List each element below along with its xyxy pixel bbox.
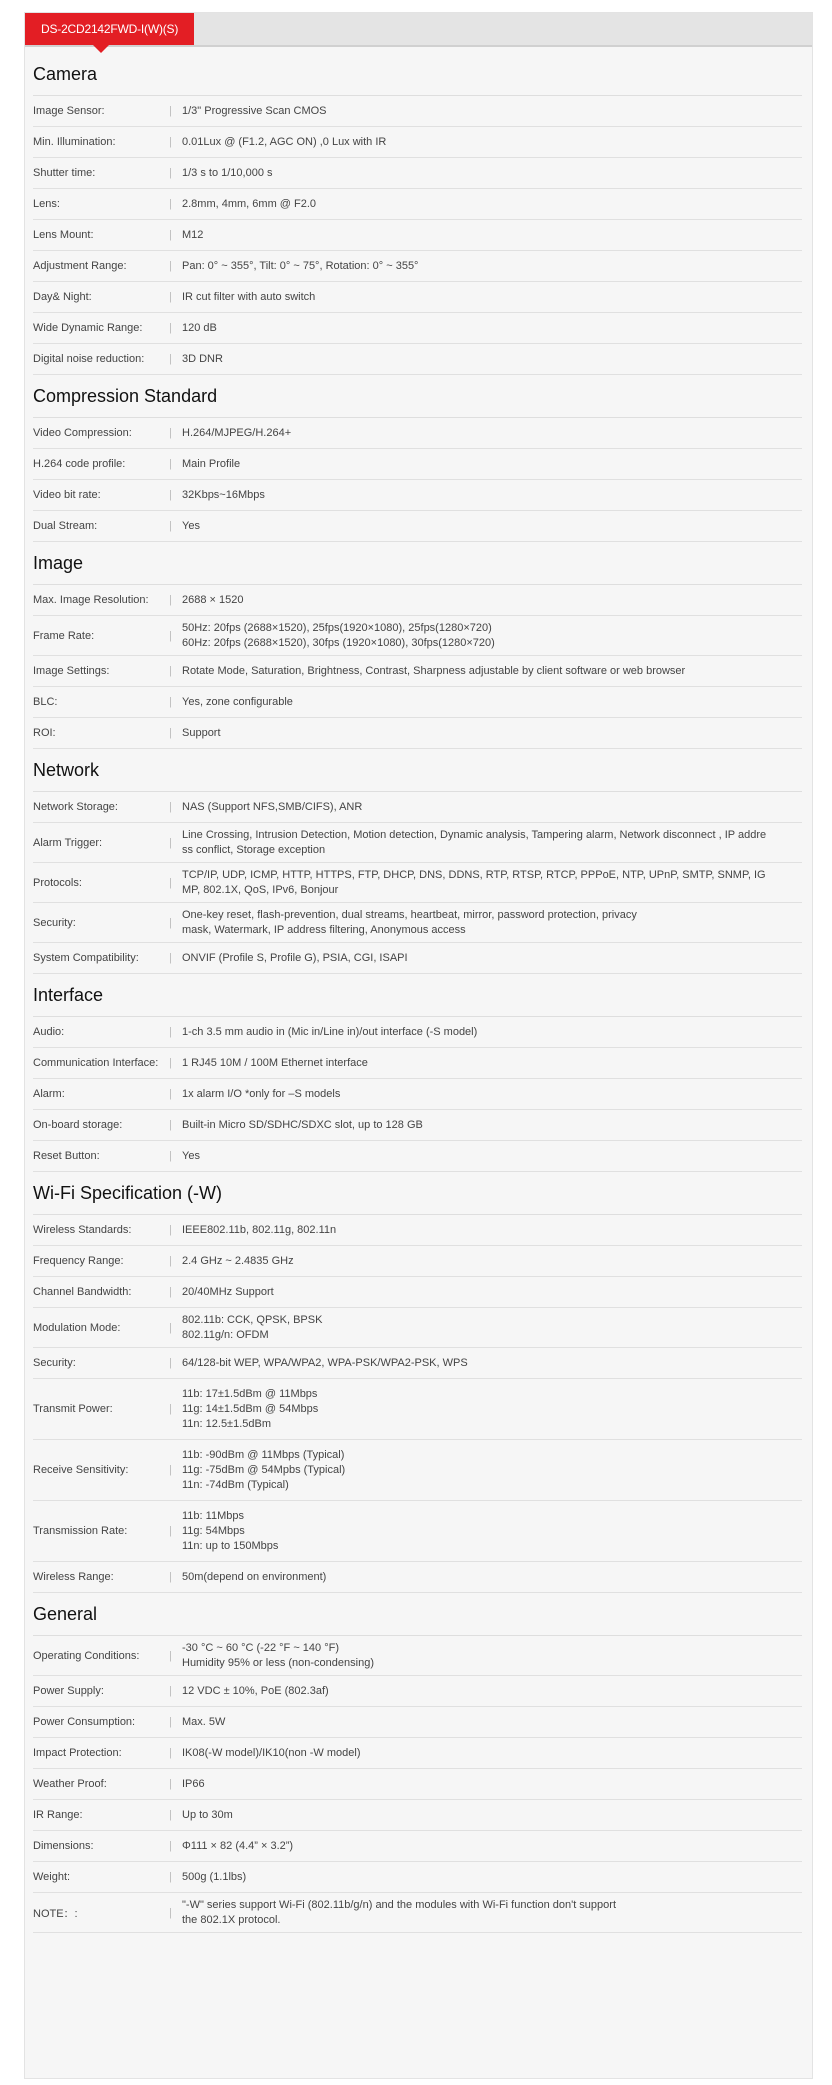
spec-value: Support [182, 726, 221, 739]
spec-separator: | [169, 1088, 172, 1100]
spec-value: One-key reset, flash-prevention, dual streams, heartbeat, mirror, password protection, privacy mask, Watermark, IP address filtering, Anonymous access [182, 908, 637, 936]
spec-separator: | [169, 489, 172, 501]
spec-row [33, 1893, 802, 1933]
spec-separator: | [169, 696, 172, 708]
spec-separator: | [169, 136, 172, 148]
spec-separator: | [169, 1778, 172, 1790]
spec-separator: | [169, 520, 172, 532]
spec-row [33, 616, 802, 656]
spec-label: Wireless Standards: [33, 1224, 132, 1236]
spec-separator: | [169, 260, 172, 272]
spec-value: Pan: 0° ~ 355°, Tilt: 0° ~ 75°, Rotation: 0° ~ 355° [182, 259, 419, 272]
spec-label: BLC: [33, 696, 58, 708]
spec-separator: | [169, 594, 172, 606]
spec-value: H.264/MJPEG/H.264+ [182, 426, 292, 439]
spec-value: Built-in Micro SD/SDHC/SDXC slot, up to 128 GB [182, 1118, 423, 1131]
spec-separator: | [169, 1685, 172, 1697]
spec-row [33, 251, 802, 282]
spec-label: Receive Sensitivity: [33, 1464, 129, 1476]
spec-value: 11b: 17±1.5dBm @ 11Mbps 11g: 14±1.5dBm @ 54Mbps 11n: 12.5±1.5dBm [182, 1387, 319, 1430]
spec-value: 2688 × 1520 [182, 593, 244, 606]
spec-separator: | [169, 1525, 172, 1537]
spec-separator: | [169, 322, 172, 334]
spec-separator: | [169, 629, 172, 642]
tab-label: DS-2CD2142FWD-I(W)(S) [41, 22, 179, 36]
spec-value: "-W" series support Wi-Fi (802.11b/g/n) and the modules with Wi-Fi function don't support the 802.1X protocol. [182, 1898, 616, 1926]
spec-separator: | [169, 836, 172, 849]
spec-row [33, 1562, 802, 1593]
spec-label: Power Supply: [33, 1685, 104, 1697]
spec-separator: | [169, 1357, 172, 1369]
spec-value: 11b: 11Mbps 11g: 54Mbps 11n: up to 150Mbps [182, 1509, 279, 1552]
spec-value: Line Crossing, Intrusion Detection, Motion detection, Dynamic analysis, Tampering alarm, Network disconnect , IP addre ss conflict, Storage exception [182, 828, 767, 856]
spec-value: 1/3 s to 1/10,000 s [182, 166, 273, 179]
spec-label: Adjustment Range: [33, 260, 127, 272]
spec-row [33, 313, 802, 344]
spec-value: ONVIF (Profile S, Profile G), PSIA, CGI, ISAPI [182, 951, 408, 964]
spec-value: M12 [182, 228, 204, 241]
spec-row [33, 1636, 802, 1676]
spec-row [33, 1079, 802, 1110]
spec-separator: | [169, 1871, 172, 1883]
spec-value: IP66 [182, 1777, 205, 1790]
spec-separator: | [169, 801, 172, 813]
spec-row [33, 718, 802, 749]
spec-row [33, 1738, 802, 1769]
spec-row [33, 344, 802, 375]
spec-separator: | [169, 1649, 172, 1662]
spec-value: TCP/IP, UDP, ICMP, HTTP, HTTPS, FTP, DHCP, DNS, DDNS, RTP, RTSP, RTCP, PPPoE, NTP, UPnP, SMTP, SNMP, IG MP, 802.1X, QoS, IPv6, Bonjour [182, 868, 766, 896]
spec-row [33, 823, 802, 863]
tab-bar [25, 13, 812, 47]
spec-label: Shutter time: [33, 167, 96, 179]
spec-label: Security: [33, 1357, 76, 1369]
spec-row [33, 1769, 802, 1800]
spec-value: 3D DNR [182, 352, 223, 365]
spec-row [33, 656, 802, 687]
spec-value: Rotate Mode, Saturation, Brightness, Contrast, Sharpness adjustable by client software or web browser [182, 664, 686, 677]
spec-separator: | [169, 1224, 172, 1236]
spec-label: Protocols: [33, 876, 82, 889]
spec-label: Communication Interface: [33, 1057, 159, 1069]
spec-label: Digital noise reduction: [33, 353, 145, 365]
spec-row [33, 220, 802, 251]
spec-separator: | [169, 1057, 172, 1069]
spec-row [33, 585, 802, 616]
spec-label: Security: [33, 916, 76, 929]
spec-value: 500g (1.1lbs) [182, 1870, 247, 1883]
spec-label: Dimensions: [33, 1840, 94, 1852]
spec-row [33, 96, 802, 127]
spec-value: -30 °C ~ 60 °C (-22 °F ~ 140 °F) Humidity 95% or less (non-condensing) [182, 1641, 374, 1669]
spec-row [33, 1017, 802, 1048]
spec-value: Up to 30m [182, 1808, 233, 1821]
spec-label: Video Compression: [33, 427, 132, 439]
spec-row [33, 687, 802, 718]
spec-label: Channel Bandwidth: [33, 1286, 132, 1298]
spec-label: Network Storage: [33, 801, 118, 813]
section-title: Image [33, 542, 802, 585]
spec-separator: | [169, 105, 172, 117]
spec-row [33, 1141, 802, 1172]
spec-row [33, 1379, 802, 1440]
spec-row [33, 1501, 802, 1562]
spec-separator: | [169, 952, 172, 964]
spec-separator: | [169, 167, 172, 179]
spec-label: Reset Button: [33, 1150, 100, 1162]
spec-label: Lens: [33, 198, 60, 210]
spec-row [33, 1707, 802, 1738]
spec-row [33, 1048, 802, 1079]
spec-row [33, 1676, 802, 1707]
spec-label: Dual Stream: [33, 520, 98, 532]
spec-value: 120 dB [182, 321, 217, 334]
spec-row [33, 511, 802, 542]
section-title: Interface [33, 974, 802, 1017]
tab-active-indicator [93, 45, 109, 53]
spec-label: Frequency Range: [33, 1255, 124, 1267]
spec-row [33, 1800, 802, 1831]
spec-label: Video bit rate: [33, 489, 101, 501]
spec-label: Weight: [33, 1871, 71, 1883]
spec-row [33, 1277, 802, 1308]
spec-row [33, 1348, 802, 1379]
spec-separator: | [169, 1286, 172, 1298]
spec-label: Frame Rate: [33, 629, 95, 642]
spec-row [33, 1831, 802, 1862]
spec-label: System Compatibility: [33, 952, 139, 964]
spec-row [33, 127, 802, 158]
section-title: Compression Standard [33, 375, 802, 418]
spec-separator: | [169, 1747, 172, 1759]
spec-separator: | [169, 1026, 172, 1038]
spec-row [33, 189, 802, 220]
spec-separator: | [169, 291, 172, 303]
spec-content [25, 47, 812, 1933]
tab-model[interactable] [25, 13, 194, 45]
spec-label: Weather Proof: [33, 1778, 107, 1790]
spec-row [33, 1110, 802, 1141]
spec-value: 1x alarm I/O *only for –S models [182, 1087, 341, 1100]
spec-label: NOTE：: [33, 1907, 78, 1920]
spec-value: 802.11b: CCK, QPSK, BPSK 802.11g/n: OFDM [182, 1313, 323, 1341]
spec-row [33, 1246, 802, 1277]
spec-value: 2.8mm, 4mm, 6mm @ F2.0 [182, 197, 317, 210]
spec-label: Image Sensor: [33, 105, 105, 117]
spec-label: Modulation Mode: [33, 1321, 121, 1334]
spec-label: Alarm Trigger: [33, 836, 103, 849]
spec-label: Impact Protection: [33, 1747, 122, 1759]
spec-separator: | [169, 1150, 172, 1162]
spec-value: 2.4 GHz ~ 2.4835 GHz [182, 1254, 294, 1267]
spec-row [33, 480, 802, 511]
spec-label: Transmission Rate: [33, 1525, 128, 1537]
spec-label: Day& Night: [33, 291, 92, 303]
spec-value: 12 VDC ± 10%, PoE (802.3af) [182, 1684, 329, 1697]
spec-row [33, 1440, 802, 1501]
spec-label: Alarm: [33, 1088, 65, 1100]
spec-value: 1/3" Progressive Scan CMOS [182, 104, 327, 117]
spec-value: 32Kbps~16Mbps [182, 488, 265, 501]
spec-value: Yes [182, 1149, 200, 1162]
spec-row [33, 1862, 802, 1893]
spec-label: Audio: [33, 1026, 65, 1038]
spec-separator: | [169, 1255, 172, 1267]
spec-value: 11b: -90dBm @ 11Mbps (Typical) 11g: -75dBm @ 54Mpbs (Typical) 11n: -74dBm (Typical) [182, 1448, 346, 1491]
spec-separator: | [169, 916, 172, 929]
section-title: General [33, 1593, 802, 1636]
spec-separator: | [169, 1840, 172, 1852]
spec-separator: | [169, 353, 172, 365]
spec-separator: | [169, 665, 172, 677]
spec-value: 0.01Lux @ (F1.2, AGC ON) ,0 Lux with IR [182, 135, 387, 148]
spec-row [33, 1308, 802, 1348]
spec-label: Operating Conditions: [33, 1649, 140, 1662]
spec-separator: | [169, 876, 172, 889]
spec-row [33, 1215, 802, 1246]
section-title: Camera [33, 53, 802, 96]
spec-value: IK08(-W model)/IK10(non -W model) [182, 1746, 361, 1759]
spec-row [33, 158, 802, 189]
spec-separator: | [169, 427, 172, 439]
spec-label: Lens Mount: [33, 229, 94, 241]
spec-separator: | [169, 1906, 172, 1919]
spec-panel [24, 12, 813, 2079]
spec-row [33, 449, 802, 480]
spec-separator: | [169, 1119, 172, 1131]
spec-label: Transmit Power: [33, 1403, 113, 1415]
spec-label: Wide Dynamic Range: [33, 322, 143, 334]
section-title: Wi-Fi Specification (-W) [33, 1172, 802, 1215]
spec-label: H.264 code profile: [33, 458, 126, 470]
section-title: Network [33, 749, 802, 792]
spec-separator: | [169, 229, 172, 241]
spec-row [33, 418, 802, 449]
spec-row [33, 863, 802, 903]
spec-value: Max. 5W [182, 1715, 226, 1728]
spec-value: Yes, zone configurable [182, 695, 293, 708]
spec-value: 1 RJ45 10M / 100M Ethernet interface [182, 1056, 368, 1069]
spec-value: IR cut filter with auto switch [182, 290, 316, 303]
spec-value: 20/40MHz Support [182, 1285, 274, 1298]
spec-row [33, 943, 802, 974]
spec-value: 50m(depend on environment) [182, 1570, 327, 1583]
spec-label: Max. Image Resolution: [33, 594, 149, 606]
spec-label: Min. Illumination: [33, 136, 116, 148]
spec-row [33, 282, 802, 313]
spec-value: 50Hz: 20fps (2688×1520), 25fps(1920×1080), 25fps(1280×720) 60Hz: 20fps (2688×1520), 30fps (1920×1080), 30fps(1280×720) [182, 621, 495, 649]
spec-row [33, 792, 802, 823]
spec-separator: | [169, 727, 172, 739]
spec-separator: | [169, 1809, 172, 1821]
spec-label: Power Consumption: [33, 1716, 136, 1728]
spec-value: 1-ch 3.5 mm audio in (Mic in/Line in)/out interface (-S model) [182, 1025, 478, 1038]
spec-label: On-board storage: [33, 1119, 123, 1131]
spec-value: NAS (Support NFS,SMB/CIFS), ANR [182, 800, 363, 813]
spec-separator: | [169, 1571, 172, 1583]
spec-separator: | [169, 1321, 172, 1334]
spec-separator: | [169, 1464, 172, 1476]
spec-value: Yes [182, 519, 200, 532]
spec-label: Image Settings: [33, 665, 110, 677]
spec-value: Φ111 × 82 (4.4” × 3.2”) [182, 1839, 294, 1852]
spec-label: ROI: [33, 727, 56, 739]
spec-label: IR Range: [33, 1809, 83, 1821]
spec-value: Main Profile [182, 457, 241, 470]
spec-separator: | [169, 458, 172, 470]
spec-separator: | [169, 1403, 172, 1415]
spec-label: Wireless Range: [33, 1571, 114, 1583]
spec-separator: | [169, 198, 172, 210]
spec-separator: | [169, 1716, 172, 1728]
spec-value: IEEE802.11b, 802.11g, 802.11n [182, 1223, 337, 1236]
spec-row [33, 903, 802, 943]
spec-value: 64/128-bit WEP, WPA/WPA2, WPA-PSK/WPA2-PSK, WPS [182, 1356, 468, 1369]
